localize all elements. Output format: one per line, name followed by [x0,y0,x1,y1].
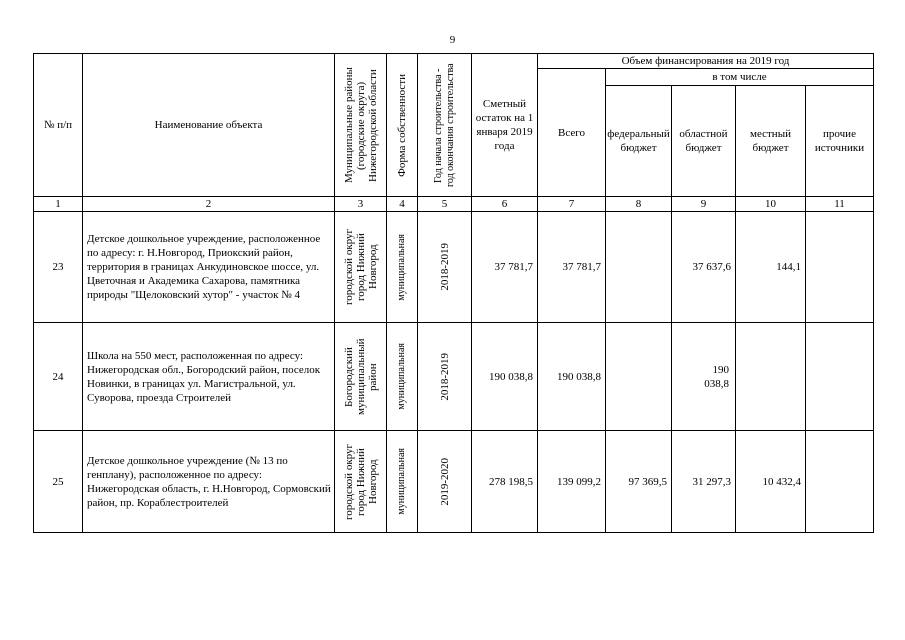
row-district: городской округ город Нижний Новгород [342,228,379,306]
row-years: 2019-2020 [438,457,451,506]
row-num: 24 [34,323,83,431]
col-number: 7 [538,197,606,212]
col-number: 3 [335,197,387,212]
header-including: в том числе [606,69,874,86]
header-years-cell [418,54,472,197]
row-district: городской округ город Нижний Новгород [342,443,379,520]
row-ownership-cell [387,431,418,533]
row-ownership-cell [387,212,418,323]
row-district: Богородский муниципальный район [342,338,379,415]
col-number: 4 [387,197,418,212]
row-num: 23 [34,212,83,323]
col-number: 11 [806,197,874,212]
col-number: 10 [736,197,806,212]
column-number-row [34,197,874,212]
table-row [34,431,874,533]
header-estimate: Сметный остаток на 1 января 2019 года [472,54,538,197]
row-regional: 37 637,6 [672,212,736,323]
row-years: 2018-2019 [438,352,451,401]
row-name: Детское дошкольное учреждение (№ 13 по генплану), расположенное по адресу: Нижегородская область, г. Н.Новгород, Сормовский район, пр. Кораблестроителей [83,431,335,533]
row-estimate: 37 781,7 [472,212,538,323]
header-district: Муниципальные районы (городские округа) Нижегородской области [342,67,379,183]
row-estimate: 278 198,5 [472,431,538,533]
row-ownership: муниципальная [396,233,407,301]
header-funding-group: Объем финансирования на 2019 год [538,54,874,69]
col-number: 8 [606,197,672,212]
col-number: 2 [83,197,335,212]
row-name: Детское дошкольное учреждение, расположенное по адресу: г. Н.Новгород, Приокский район, территория в границах Анкудиновское шоссе, ул. Цветочная и Академика Сахарова, памятника природы "Щелоковский хутор" - участок № 4 [83,212,335,323]
col-number: 9 [672,197,736,212]
row-name: Школа на 550 мест, расположенная по адресу: Нижегородская обл., Богородский район, поселок Новинки, в границах ул. Магистральной, ул. Суворова, проезда Строителей [83,323,335,431]
col-number: 5 [418,197,472,212]
row-total: 190 038,8 [538,323,606,431]
row-regional: 31 297,3 [672,431,736,533]
table-row [34,212,874,323]
row-years-cell [418,212,472,323]
row-total: 139 099,2 [538,431,606,533]
row-other [806,431,874,533]
header-other: прочие источники [806,86,874,197]
col-number: 6 [472,197,538,212]
row-estimate: 190 038,8 [472,323,538,431]
row-district-cell [335,323,387,431]
row-regional: 190 038,8 [672,323,736,431]
row-ownership-cell [387,323,418,431]
header-regional: областной бюджет [672,86,736,197]
funding-table [33,53,874,533]
header-years: Год начала строительства - год окончания строительства [432,63,456,187]
row-years-cell [418,431,472,533]
row-local: 144,1 [736,212,806,323]
row-years-cell [418,323,472,431]
header-num: № п/п [34,54,83,197]
header-total: Всего [538,69,606,197]
header-district-cell [335,54,387,197]
header-ownership-cell [387,54,418,197]
header-ownership: Форма собственности [396,73,408,177]
row-district-cell [335,431,387,533]
row-ownership: муниципальная [396,448,407,515]
row-other [806,323,874,431]
header-local: местный бюджет [736,86,806,197]
col-number: 1 [34,197,83,212]
row-local: 10 432,4 [736,431,806,533]
row-ownership: муниципальная [396,343,407,410]
row-other [806,212,874,323]
header-federal: федеральный бюджет [606,86,672,197]
row-district-cell [335,212,387,323]
page-number: 9 [449,34,456,46]
row-federal [606,212,672,323]
row-total: 37 781,7 [538,212,606,323]
row-local [736,323,806,431]
row-years: 2018-2019 [438,243,451,291]
row-federal: 97 369,5 [606,431,672,533]
header-name: Наименование объекта [83,54,335,197]
row-federal [606,323,672,431]
table-row [34,323,874,431]
row-num: 25 [34,431,83,533]
